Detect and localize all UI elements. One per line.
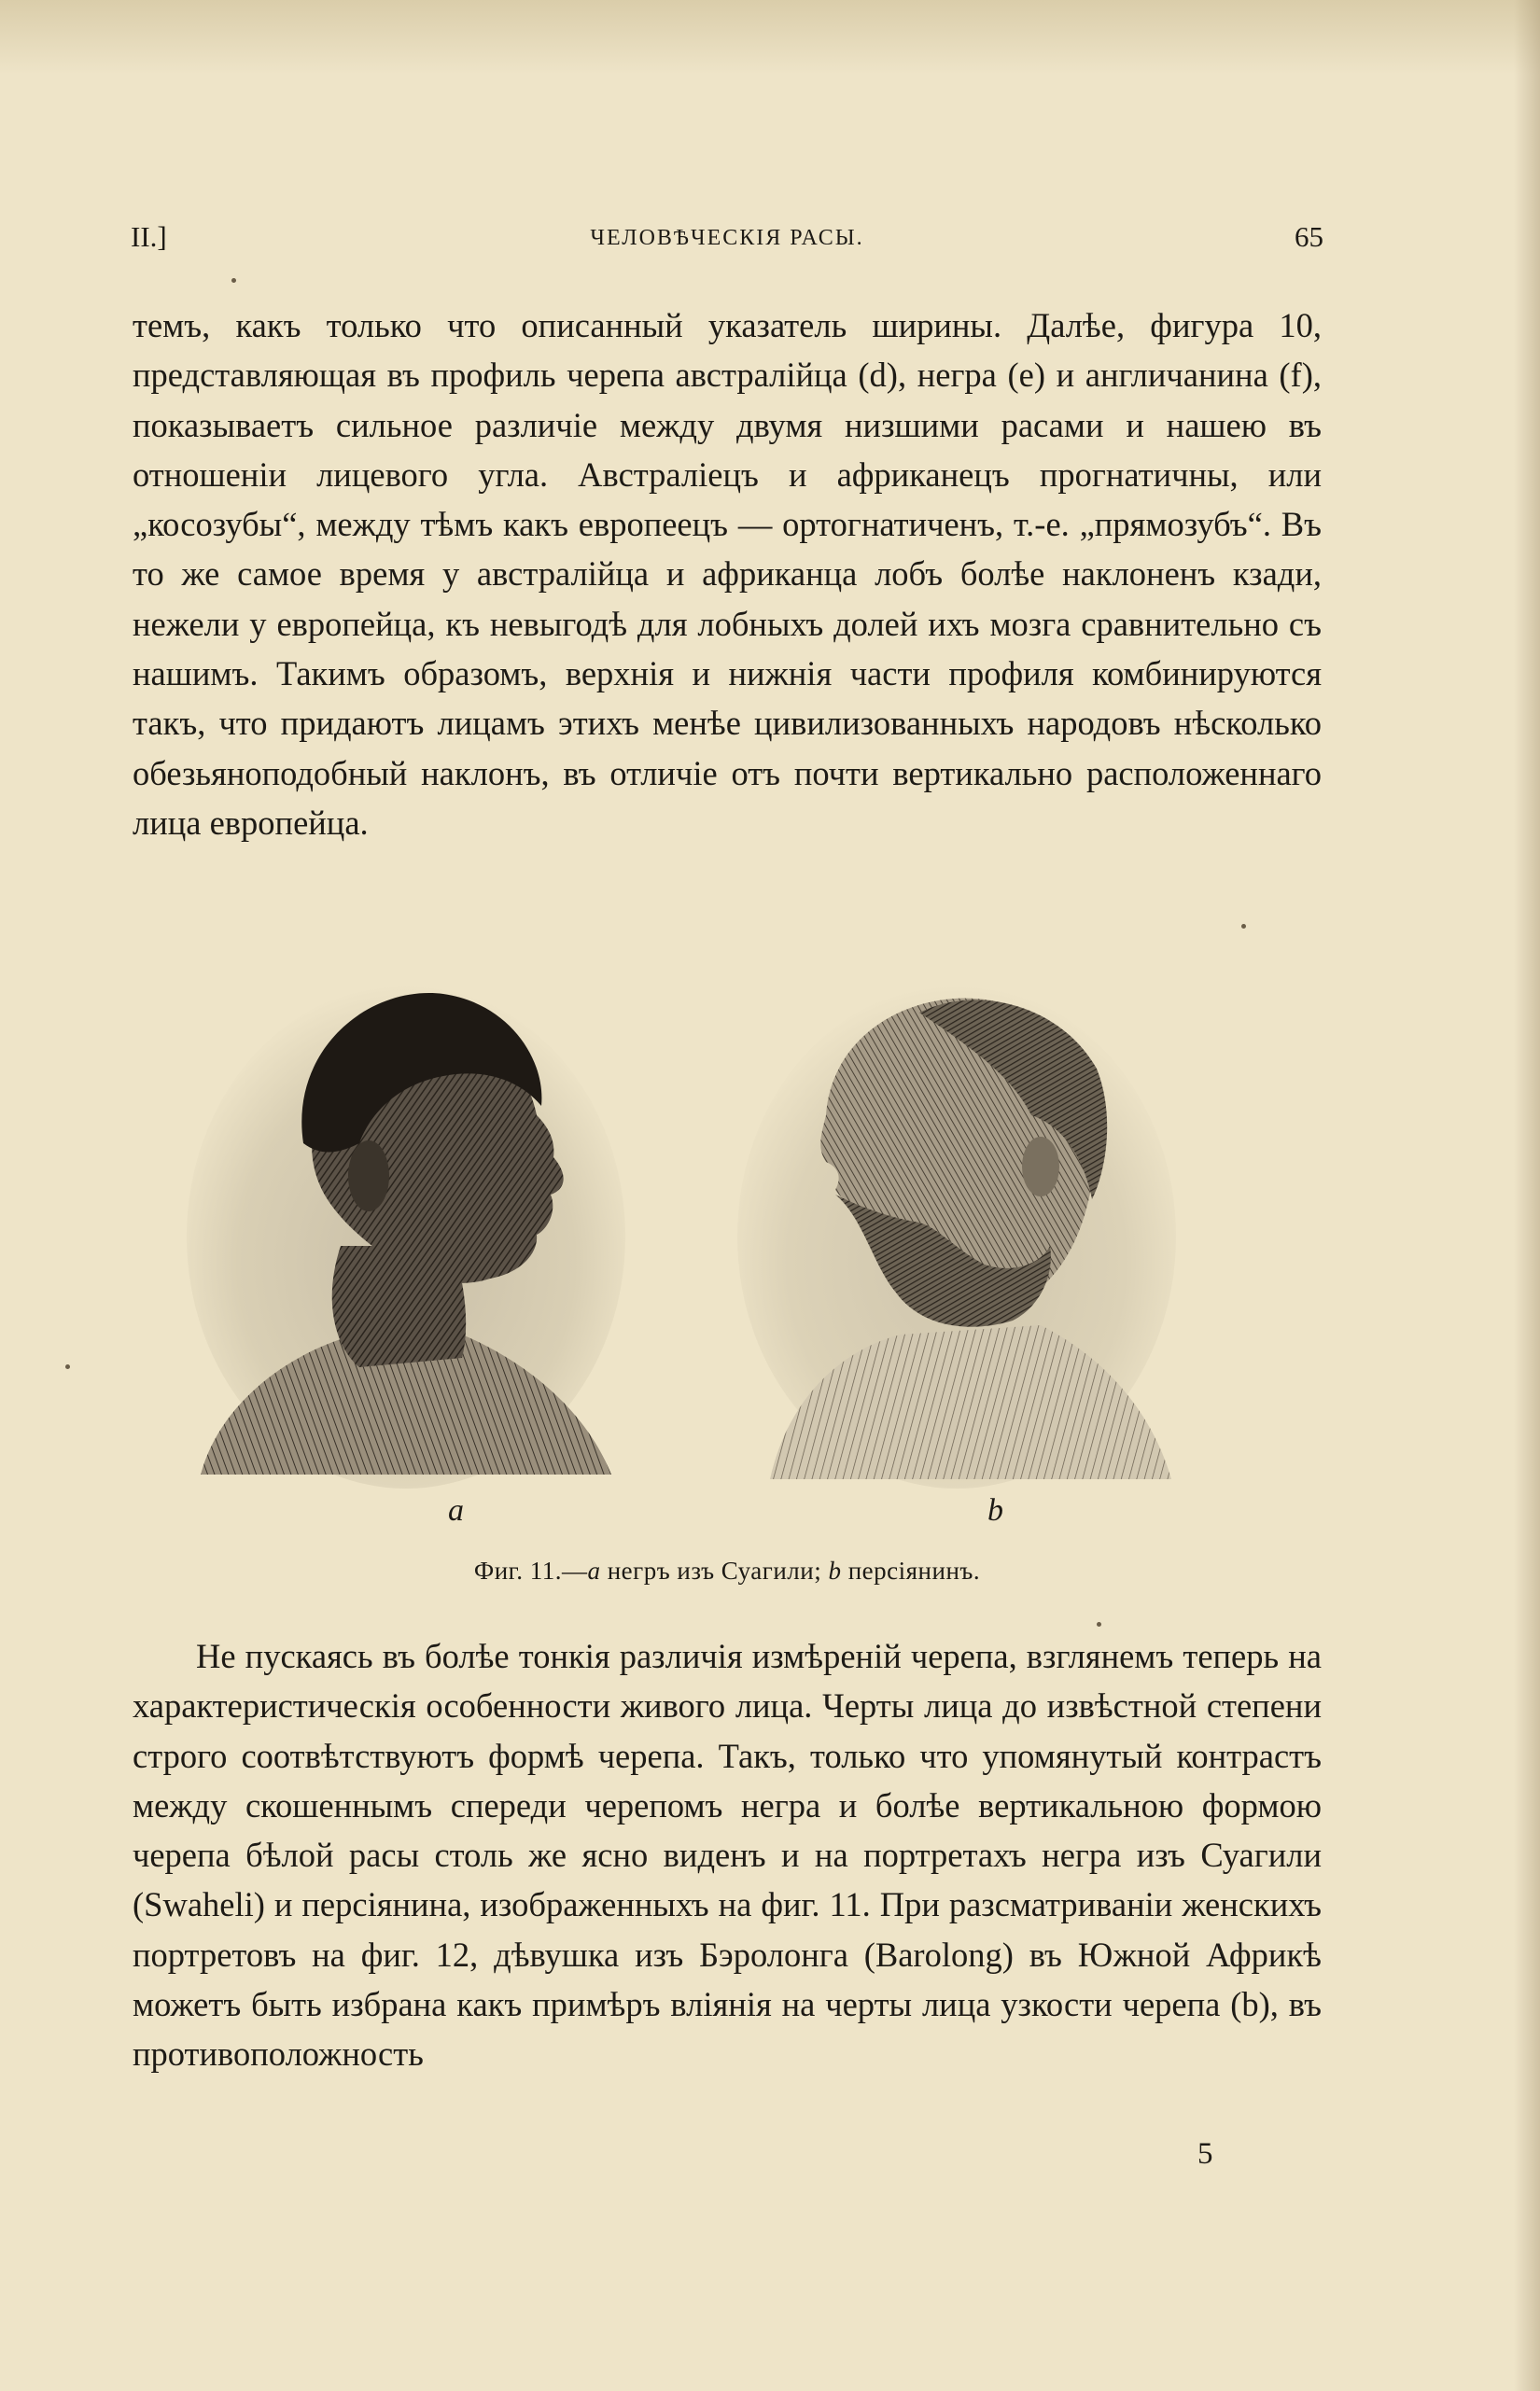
figure-label-b: b — [987, 1493, 1003, 1528]
running-title: ЧЕЛОВѢЧЕСКІЯ РАСЫ. — [590, 226, 864, 250]
ink-speck — [231, 278, 236, 283]
signature-mark: 5 — [1197, 2137, 1213, 2171]
figure-11 — [182, 966, 1209, 1507]
engraving-a-image — [182, 966, 630, 1489]
ink-speck — [1241, 924, 1246, 929]
ink-speck — [1097, 1622, 1101, 1627]
figure-caption — [131, 1557, 1323, 1586]
page-number: 65 — [1295, 220, 1323, 253]
ink-speck — [65, 1364, 70, 1369]
caption-text-a: негръ изъ Суагили; — [600, 1557, 829, 1585]
caption-prefix: Фиг. 11.— — [473, 1557, 588, 1585]
engraving-b-image — [733, 966, 1181, 1489]
page-top-stain — [0, 0, 1540, 75]
figure-label-a: a — [448, 1493, 464, 1528]
caption-letter-a: a — [587, 1557, 601, 1585]
caption-text-b: персіянинъ. — [841, 1557, 981, 1585]
running-header — [131, 220, 1323, 267]
paragraph-2: Не пускаясь въ болѣе тонкія различія измѣреній черепа, взглянемъ теперь на характеристическія особенности живого лица. Черты лица до извѣстной степени строго соотвѣтствуютъ формѣ черепа. Такъ, только что упомянутый контрастъ между скошеннымъ спереди черепомъ негра и болѣе вертикальною формою черепа бѣлой расы столь же ясно виденъ и на портретахъ негра изъ Суагили (Swaheli) и персіянина, изображенныхъ на фиг. 11. При разсматриваніи женскихъ портретовъ на фиг. 12, дѣвушка изъ Бэролонга (Barolong) въ Южной Африкѣ можетъ быть избрана какъ примѣръ вліянія на черты лица узкости черепа (b), въ противоположность — [133, 1637, 1322, 2074]
portrait-persian-man — [733, 966, 1181, 1489]
chapter-number: II.] — [131, 220, 167, 253]
page-edge-shadow — [1514, 0, 1540, 2391]
caption-letter-b: b — [828, 1557, 842, 1585]
portrait-swahili-man — [182, 966, 630, 1489]
paragraph-1: темъ, какъ только что описанный указатель ширины. Далѣе, фигура 10, представляющая въ профиль черепа австралійца (d), негра (e) и англичанина (f), показываетъ сильное различіе между двумя низшими расами и нашею въ отношеніи лицевого угла. Австраліецъ и африканецъ прогнатичны, или „косозубы“, между тѣмъ какъ европеецъ — ортогнатиченъ, т.-е. „прямозубъ“. Въ то же самое время у австралійца и африканца лобъ болѣе наклоненъ кзади, нежели у европейца, къ невыгодѣ для лобныхъ долей ихъ мозга сравнительно съ нашимъ. Такимъ образомъ, верхнія и нижнія части профиля комбинируются такъ, что придаютъ лицамъ этихъ менѣе цивилизованныхъ народовъ нѣсколько обезьяноподобный наклонъ, въ отличіе отъ почти вертикально расположеннаго лица европейца. — [133, 306, 1322, 842]
